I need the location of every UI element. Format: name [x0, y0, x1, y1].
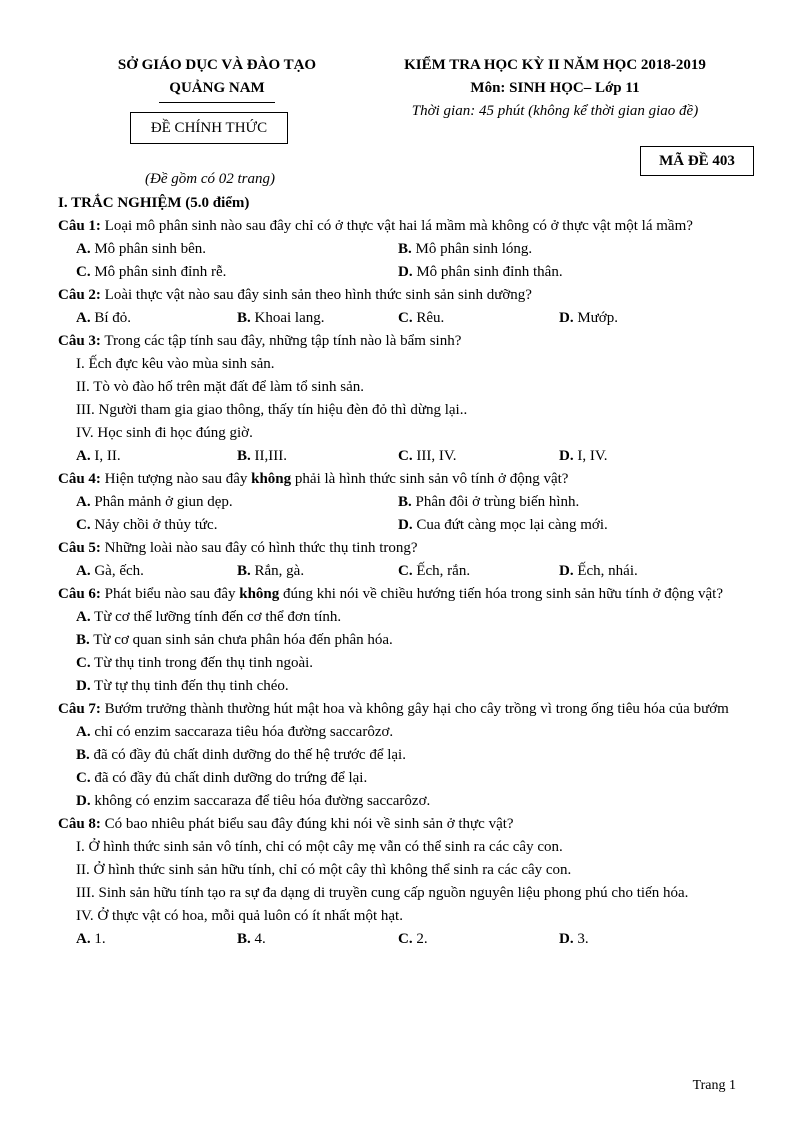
question-text: Trong các tập tính sau đây, những tập tính nào là bẩm sinh?	[100, 333, 462, 349]
option-text: 4.	[250, 931, 266, 947]
question-text: phải là hình thức sinh sản vô tính ở động vật?	[291, 471, 569, 487]
question-text: Những loài nào sau đây có hình thức thụ tinh trong?	[100, 540, 418, 556]
statement-item: II. Ở hình thức sinh sản hữu tính, chỉ có một cây thì không thể sinh ra các cây con.	[76, 862, 572, 878]
option-b	[398, 491, 720, 514]
page-number: Trang 1	[692, 1078, 736, 1093]
emphasis-word: không	[239, 586, 280, 602]
option-text: đã có đầy đủ chất dinh dưỡng do trứng để lại.	[90, 770, 368, 786]
option-key: C.	[76, 517, 91, 533]
question-number: Câu 2:	[58, 287, 101, 303]
option-key: A.	[76, 494, 91, 510]
exam-time: Thời gian: 45 phút (không kể thời gian giao đề)	[411, 103, 699, 119]
official-label-box: ĐỀ CHÍNH THỨC	[130, 112, 288, 144]
department-line2: QUẢNG NAM	[169, 80, 265, 96]
option-text: Gà, ếch.	[90, 563, 144, 579]
question-text: Loại mô phân sinh nào sau đây chỉ có ở thực vật hai lá mầm mà không có ở thực vật một lá mầm?	[100, 218, 693, 234]
options-row	[58, 560, 736, 583]
option-key: A.	[76, 310, 91, 326]
option-key: B.	[398, 494, 412, 510]
question-number: Câu 6:	[58, 586, 101, 602]
exam-subject: Môn: SINH HỌC– Lớp 11	[470, 80, 640, 96]
option-text: Ếch, nhái.	[573, 563, 638, 579]
option-text: Mô phân sinh bên.	[90, 241, 207, 257]
statement-item: III. Sinh sản hữu tính tạo ra sự đa dạng di truyền cung cấp nguồn nguyên liệu phong phú cho tiến hóa.	[76, 885, 689, 901]
statement-item: IV. Ở thực vật có hoa, mỗi quả luôn có ít nhất một hạt.	[76, 908, 403, 924]
option-key: C.	[398, 563, 413, 579]
option-key: B.	[398, 241, 412, 257]
question-number: Câu 3:	[58, 333, 101, 349]
option-text: Khoai lang.	[250, 310, 325, 326]
option-key: A.	[76, 563, 91, 579]
option-key: B.	[237, 448, 251, 464]
option-a	[76, 445, 237, 468]
option-key: A.	[76, 609, 91, 625]
question-6	[58, 583, 736, 606]
question-number: Câu 7:	[58, 701, 101, 717]
option-text: Từ tự thụ tinh đến thụ tinh chéo.	[90, 678, 289, 694]
statement-item: III. Người tham gia giao thông, thấy tín hiệu đèn đỏ thì dừng lại..	[76, 402, 468, 418]
option-key: D.	[559, 931, 574, 947]
option-c	[398, 307, 559, 330]
question-number: Câu 5:	[58, 540, 101, 556]
options-row	[58, 261, 736, 284]
option-a	[58, 606, 736, 629]
option-c	[398, 928, 559, 951]
option-key: D.	[398, 264, 413, 280]
option-text: I, II.	[90, 448, 121, 464]
option-key: D.	[398, 517, 413, 533]
question-number: Câu 8:	[58, 816, 101, 832]
option-text: Bí đỏ.	[90, 310, 132, 326]
option-key: B.	[237, 563, 251, 579]
option-d	[398, 514, 720, 537]
option-a	[76, 238, 398, 261]
statement-item: IV. Học sinh đi học đúng giờ.	[76, 425, 253, 441]
option-text: Từ cơ thể lưỡng tính đến cơ thể đơn tính.	[90, 609, 342, 625]
statement-item: I. Ếch đực kêu vào mùa sinh sản.	[76, 356, 275, 372]
options-row	[58, 491, 736, 514]
options-row	[58, 445, 736, 468]
option-text: chỉ có enzim saccaraza tiêu hóa đường saccarôzơ.	[90, 724, 394, 740]
question-5	[58, 537, 736, 560]
option-key: C.	[398, 310, 413, 326]
option-text: Mô phân sinh đỉnh rễ.	[90, 264, 227, 280]
question-number: Câu 1:	[58, 218, 101, 234]
option-text: Phân đôi ở trùng biến hình.	[411, 494, 580, 510]
option-key: A.	[76, 724, 91, 740]
option-c	[58, 767, 736, 790]
header-underline	[159, 102, 275, 103]
question-text: Hiện tượng nào sau đây	[100, 471, 252, 487]
statement-item: II. Tò vò đào hố trên mặt đất để làm tổ sinh sản.	[76, 379, 364, 395]
department-line1: SỞ GIÁO DỤC VÀ ĐÀO TẠO	[117, 57, 317, 73]
exam-title: KIỂM TRA HỌC KỲ II NĂM HỌC 2018-2019	[404, 57, 706, 73]
option-a	[76, 560, 237, 583]
option-b	[398, 238, 720, 261]
option-c	[76, 514, 398, 537]
option-b	[237, 560, 398, 583]
option-key: A.	[76, 931, 91, 947]
option-text: không có enzim saccaraza để tiêu hóa đường saccarôzơ.	[90, 793, 431, 809]
question-8	[58, 813, 736, 836]
option-text: Từ cơ quan sinh sản chưa phân hóa đến phân hóa.	[89, 632, 393, 648]
question-2	[58, 284, 736, 307]
question-text: Phát biểu nào sau đây	[100, 586, 240, 602]
option-d	[559, 445, 720, 468]
department-header	[72, 54, 362, 103]
option-key: D.	[76, 793, 91, 809]
option-d	[559, 928, 720, 951]
option-text: 1.	[90, 931, 106, 947]
option-a	[58, 721, 736, 744]
options-row	[58, 514, 736, 537]
exam-header	[360, 54, 750, 123]
option-key: A.	[76, 448, 91, 464]
options-row	[58, 307, 736, 330]
option-b	[58, 629, 736, 652]
option-key: A.	[76, 241, 91, 257]
question-text: Bướm trưởng thành thường hút mật hoa và không gây hại cho cây trồng vì trong ống tiêu hóa của bướm	[100, 701, 729, 717]
question-text: Loài thực vật nào sau đây sinh sản theo hình thức sinh sản sinh dưỡng?	[100, 287, 532, 303]
option-text: Rêu.	[412, 310, 445, 326]
option-key: B.	[76, 747, 90, 763]
question-number: Câu 4:	[58, 471, 101, 487]
statement-item: I. Ở hình thức sinh sản vô tính, chỉ có một cây mẹ vẫn có thể sinh ra các cây con.	[76, 839, 563, 855]
option-a	[76, 928, 237, 951]
option-d	[58, 790, 736, 813]
option-text: Mô phân sinh lóng.	[411, 241, 533, 257]
exam-content	[58, 192, 736, 951]
option-c	[58, 652, 736, 675]
question-text: Có bao nhiêu phát biểu sau đây đúng khi nói về sinh sản ở thực vật?	[100, 816, 514, 832]
option-c	[398, 560, 559, 583]
section-title: I. TRẮC NGHIỆM (5.0 điểm)	[58, 195, 250, 211]
question-3	[58, 330, 736, 353]
option-key: C.	[76, 264, 91, 280]
question-7	[58, 698, 736, 721]
option-text: Phân mảnh ở giun dẹp.	[90, 494, 233, 510]
option-text: II,III.	[250, 448, 287, 464]
option-b	[237, 928, 398, 951]
option-text: Ếch, rắn.	[412, 563, 471, 579]
option-key: B.	[237, 310, 251, 326]
emphasis-word: không	[251, 471, 292, 487]
option-key: C.	[398, 448, 413, 464]
option-c	[398, 445, 559, 468]
option-d	[58, 675, 736, 698]
option-b	[237, 445, 398, 468]
option-c	[76, 261, 398, 284]
option-text: Rắn, gà.	[250, 563, 305, 579]
option-d	[559, 560, 720, 583]
option-text: 3.	[573, 931, 589, 947]
option-text: đã có đầy đủ chất dinh dưỡng do thế hệ trước để lại.	[89, 747, 406, 763]
option-d	[559, 307, 720, 330]
option-key: D.	[559, 563, 574, 579]
pages-note: (Đề gồm có 02 trang)	[145, 171, 275, 187]
option-text: 2.	[412, 931, 428, 947]
option-key: B.	[76, 632, 90, 648]
option-key: C.	[398, 931, 413, 947]
question-4	[58, 468, 736, 491]
option-key: D.	[76, 678, 91, 694]
options-row	[58, 238, 736, 261]
option-text: Nảy chồi ở thủy tức.	[90, 517, 218, 533]
exam-code-box: MÃ ĐỀ 403	[640, 146, 754, 176]
option-text: Mướp.	[573, 310, 618, 326]
option-text: Từ thụ tinh trong đến thụ tinh ngoài.	[90, 655, 314, 671]
option-a	[76, 491, 398, 514]
option-text: III, IV.	[412, 448, 457, 464]
option-key: C.	[76, 655, 91, 671]
option-b	[237, 307, 398, 330]
option-key: D.	[559, 310, 574, 326]
option-key: D.	[559, 448, 574, 464]
option-a	[76, 307, 237, 330]
options-row	[58, 928, 736, 951]
option-b	[58, 744, 736, 767]
question-text: đúng khi nói về chiều hướng tiến hóa trong sinh sản hữu tính ở động vật?	[279, 586, 723, 602]
option-key: B.	[237, 931, 251, 947]
option-text: Mô phân sinh đỉnh thân.	[412, 264, 563, 280]
question-1	[58, 215, 736, 238]
option-text: I, IV.	[573, 448, 608, 464]
option-d	[398, 261, 720, 284]
option-key: C.	[76, 770, 91, 786]
option-text: Cua đứt càng mọc lại càng mới.	[412, 517, 608, 533]
